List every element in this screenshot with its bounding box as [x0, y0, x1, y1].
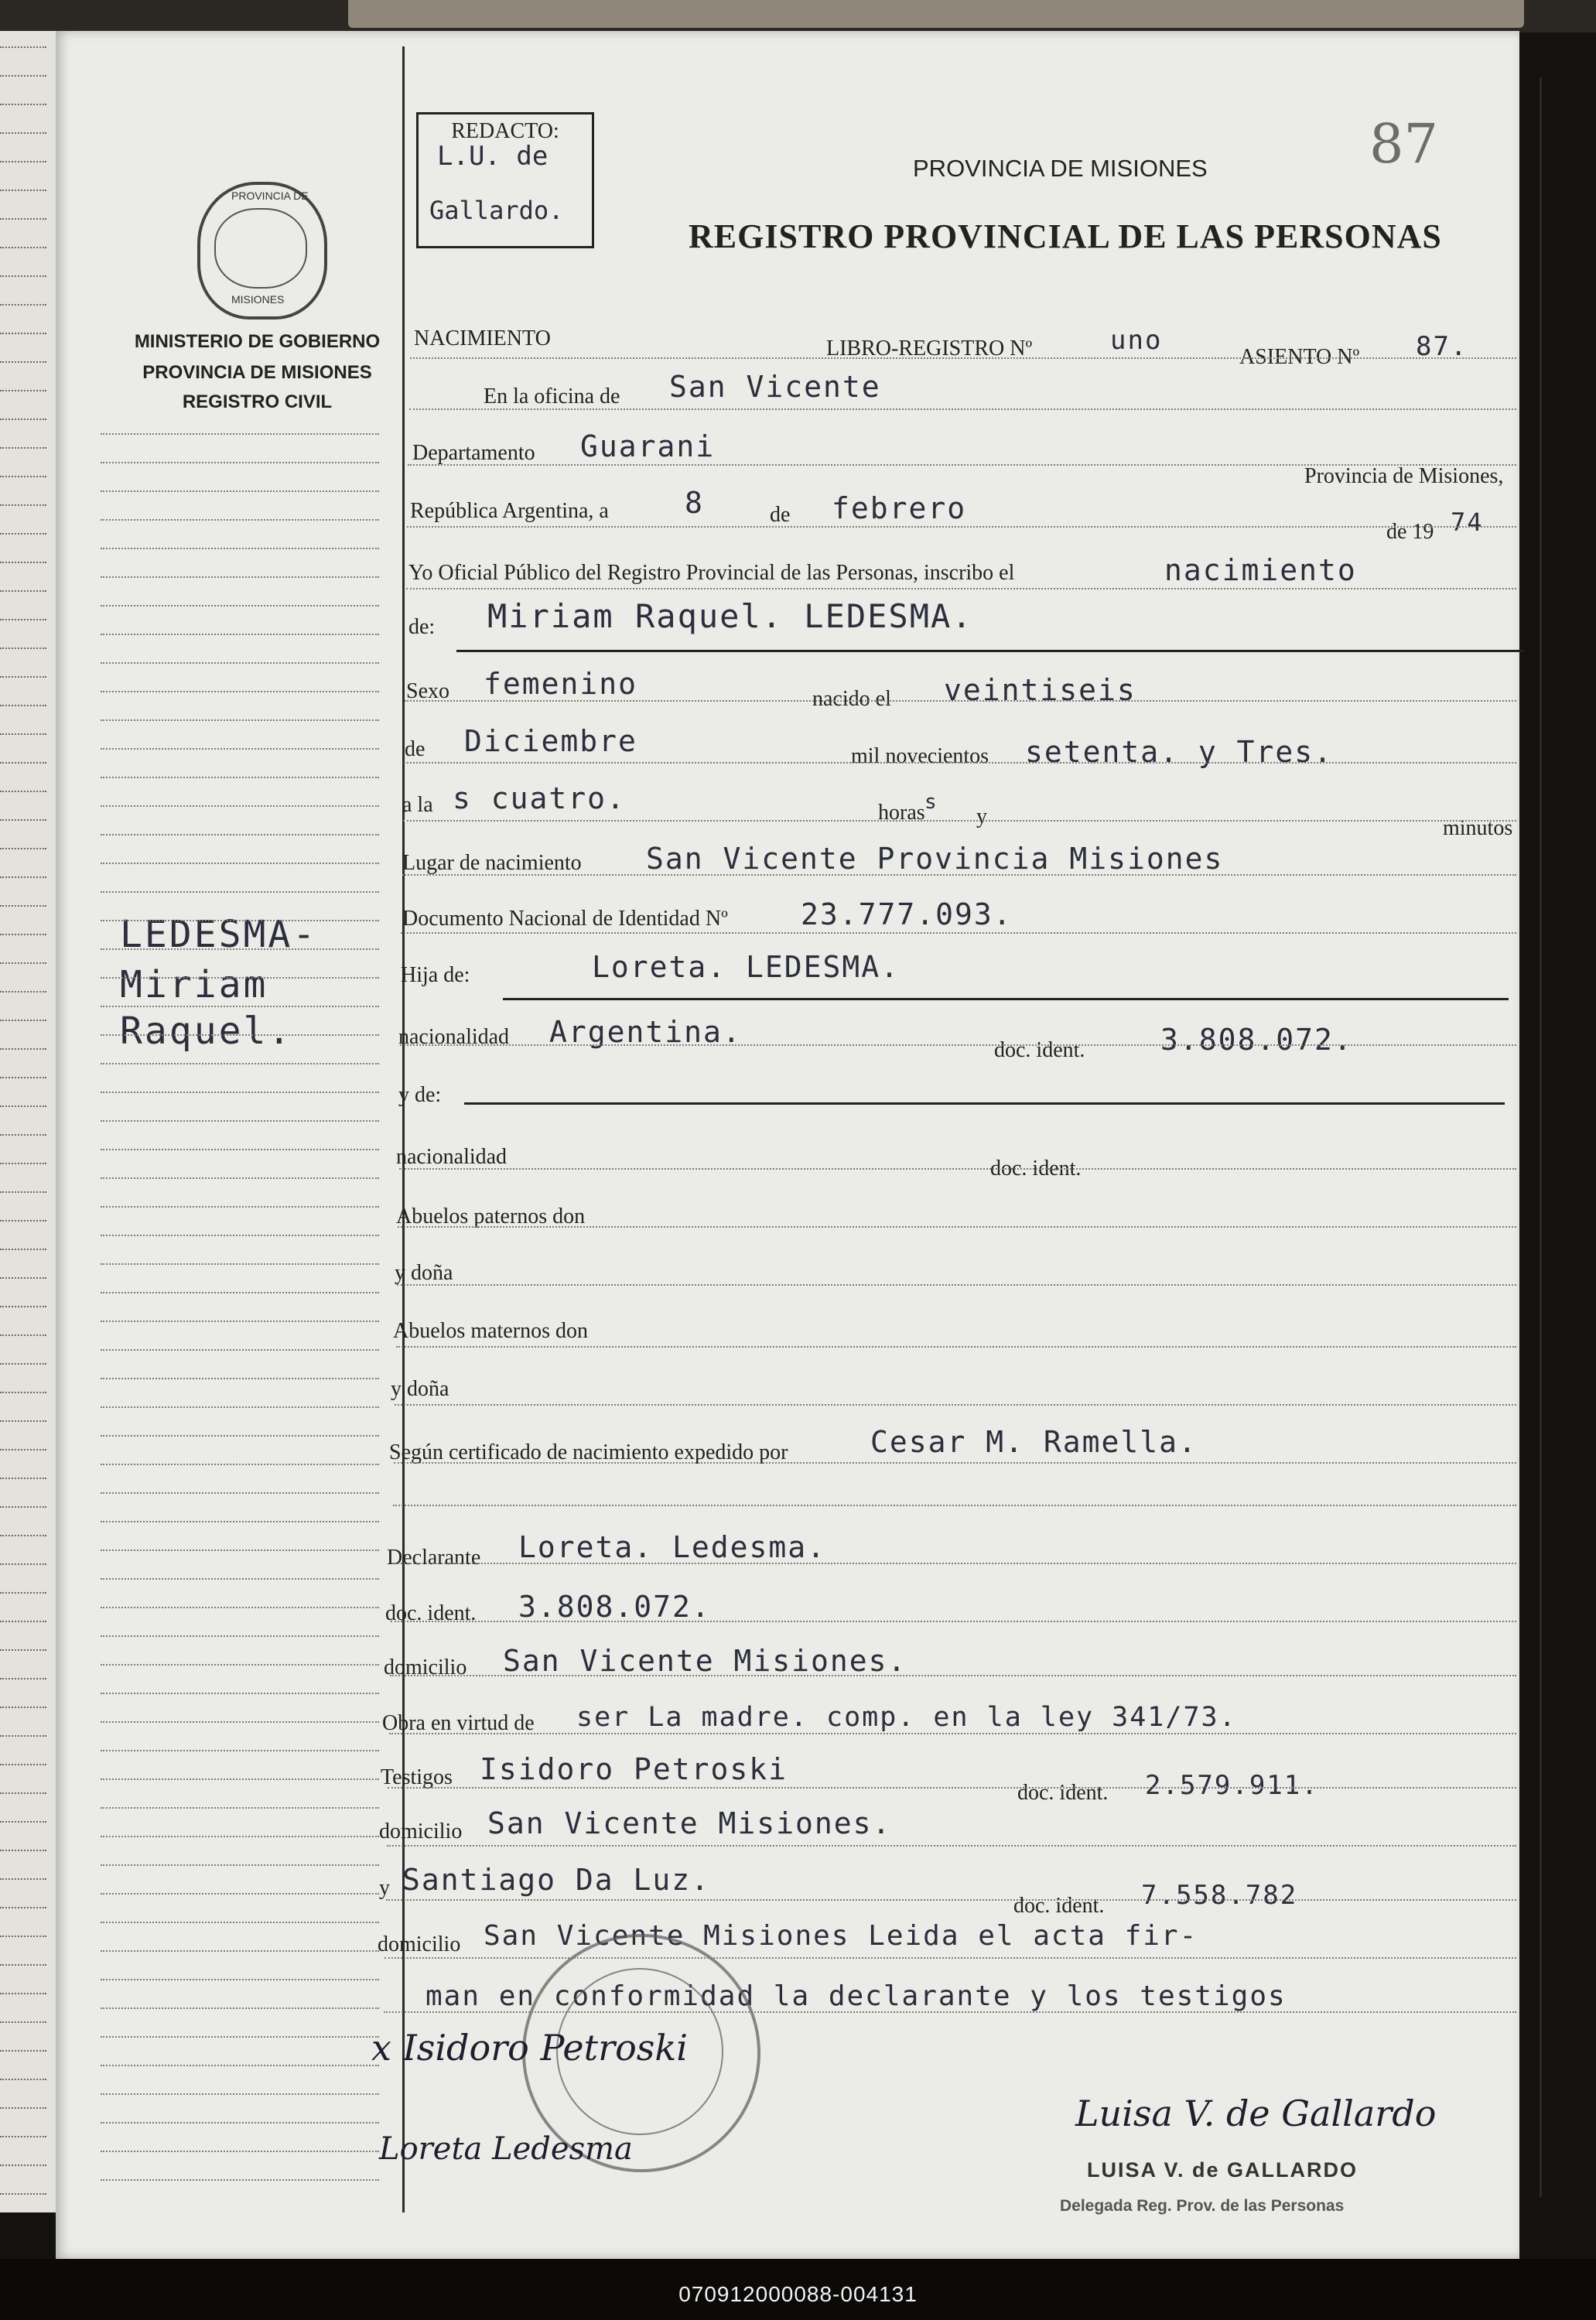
margin-rule-line [101, 1693, 379, 1694]
left-page-rule [0, 1964, 46, 1966]
redacto-box [416, 112, 594, 248]
margin-rule-line [101, 1006, 379, 1007]
left-page-rule [0, 1163, 46, 1164]
left-page-rule [0, 876, 46, 878]
left-page-rule [0, 75, 46, 77]
abuelos-maternos-label: Abuelos maternos don [393, 1319, 588, 1343]
margin-rule-line [101, 1464, 379, 1465]
domicilio1-value: San Vicente Misiones. [503, 1644, 907, 1678]
continuation-value: man en conformidad la declarante y los testigos [425, 1980, 1287, 2012]
margin-rule-line [101, 1492, 379, 1494]
margin-rule-line [101, 691, 379, 692]
margin-rule-line [101, 1979, 379, 1980]
left-page-rule [0, 190, 46, 191]
declarante-label: Declarante [387, 1546, 481, 1570]
left-page-rule [0, 991, 46, 993]
domicilio2-label: domicilio [379, 1819, 463, 1843]
margin-rule-line [101, 1635, 379, 1637]
oficina-label: En la oficina de [484, 384, 620, 408]
left-page-rule [0, 2107, 46, 2109]
departamento-value: Guarani [580, 429, 716, 463]
form-dotted-line [384, 1957, 1516, 1959]
left-page-rule [0, 1649, 46, 1651]
oficina-value: San Vicente [669, 370, 881, 404]
testigo2-doc-value: 7.558.782 [1141, 1880, 1298, 1911]
registry-title: REGISTRO PROVINCIAL DE LAS PERSONAS [689, 217, 1442, 255]
margin-rule-line [101, 834, 379, 835]
margin-rule-line [101, 977, 379, 979]
margin-given-name1: Miriam [120, 963, 268, 1006]
margin-rule-line [101, 1149, 379, 1150]
left-page-rule [0, 304, 46, 306]
left-page-rule [0, 218, 46, 220]
form-dotted-line [404, 762, 1516, 764]
form-dotted-line [384, 2011, 1516, 2013]
fecha-de: de [770, 503, 791, 527]
left-page-rule [0, 419, 46, 420]
abuelos-paternos-label: Abuelos paternos don [396, 1204, 586, 1228]
seal-bottom-text: MISIONES [231, 293, 285, 306]
official-signature: Luisa V. de Gallardo [1075, 2093, 1437, 2134]
left-page-rule [0, 619, 46, 620]
seal-top-text: PROVINCIA DE [231, 190, 309, 202]
margin-rule-line [101, 1292, 379, 1293]
fecha-month: febrero [832, 491, 967, 525]
child-full-name: Miriam Raquel. LEDESMA. [487, 597, 973, 635]
left-page-rule [0, 2050, 46, 2052]
ala-label: a la [402, 793, 433, 817]
left-page-rule [0, 848, 46, 849]
form-dotted-line [410, 357, 1516, 359]
declarante-value: Loreta. Ledesma. [518, 1530, 827, 1564]
de-label: de: [408, 615, 436, 639]
left-page-rule [0, 1220, 46, 1222]
form-dotted-line [409, 408, 1516, 410]
left-page-rule [0, 1592, 46, 1594]
margin-rule-line [101, 2036, 379, 2038]
left-page-rule [0, 275, 46, 277]
margin-rule-line [101, 777, 379, 778]
margin-rule-line [101, 1321, 379, 1322]
margin-rule-line [101, 1034, 379, 1036]
margin-rule-line [101, 1349, 379, 1351]
margin-rule-line [101, 719, 379, 721]
redacto-value-line1: L.U. de [437, 141, 549, 172]
left-page-rule [0, 1907, 46, 1908]
domicilio2-value: San Vicente Misiones. [487, 1806, 892, 1840]
left-page-rule [0, 1563, 46, 1565]
segun-label: Según certificado de nacimiento expedido por [389, 1440, 788, 1464]
left-page-rule [0, 705, 46, 706]
left-page-rule [0, 533, 46, 535]
margin-rule-line [101, 1378, 379, 1379]
testigo2-value: Santiago Da Luz. [402, 1863, 711, 1897]
margin-surname: LEDESMA- [120, 913, 318, 956]
left-page-rule [0, 1134, 46, 1136]
madre-rule [503, 998, 1509, 1000]
margin-rule-line [101, 863, 379, 864]
left-page-rule [0, 1105, 46, 1107]
margin-rule-line [101, 1235, 379, 1236]
docid1-label: doc. ident. [994, 1038, 1085, 1062]
margin-rule-line [101, 2007, 379, 2009]
madre-value: Loreta. LEDESMA. [592, 950, 901, 984]
page-number: 87 [1369, 112, 1439, 176]
left-page-rule [0, 1678, 46, 1679]
official-name: LUISA V. de GALLARDO [1087, 2158, 1358, 2182]
form-dotted-line [408, 464, 1516, 466]
margin-rule-line [101, 1263, 379, 1265]
margin-rule-line [101, 2093, 379, 2095]
margin-rule-line [101, 2179, 379, 2181]
form-dotted-line [397, 1284, 1516, 1286]
left-page-rule [0, 1707, 46, 1708]
libro-label: LIBRO-REGISTRO Nº [826, 337, 1033, 360]
fecha-year: 74 [1451, 507, 1484, 537]
y-testigo-label: y [379, 1876, 390, 1900]
left-page-rule [0, 1764, 46, 1765]
left-page-rule [0, 962, 46, 964]
form-dotted-line [398, 1226, 1516, 1228]
margin-rule-line [101, 805, 379, 807]
left-page-rule [0, 504, 46, 506]
margin-rule-line [101, 576, 379, 578]
nacido-label: nacido el [812, 687, 891, 711]
nacido-value: veintiseis [944, 673, 1136, 707]
margin-rule-line [101, 1092, 379, 1093]
left-page-rule [0, 1020, 46, 1021]
testigo1-doc-label: doc. ident. [1017, 1781, 1109, 1805]
margin-rule-line [101, 1836, 379, 1837]
left-page-rule [0, 1048, 46, 1050]
left-page-rule [0, 590, 46, 592]
declarant-signature: Loreta Ledesma [379, 2131, 633, 2167]
left-page-rule [0, 1621, 46, 1622]
left-page-rule [0, 361, 46, 363]
form-dotted-line [406, 588, 1516, 589]
left-page-rule [0, 562, 46, 563]
margin-rule-line [101, 748, 379, 750]
left-page-rule [0, 762, 46, 764]
form-dotted-line [391, 1621, 1516, 1622]
left-page-rule [0, 1878, 46, 1880]
margin-rule-line [101, 1922, 379, 1923]
left-page-rule [0, 1506, 46, 1508]
margin-rule-line [101, 1664, 379, 1666]
form-dotted-line [402, 874, 1516, 876]
margin-given-name2: Raquel. [120, 1010, 293, 1053]
form-dotted-line [388, 1787, 1516, 1789]
left-page-rule [0, 1249, 46, 1250]
left-page-rule [0, 1993, 46, 1994]
left-page-rule [0, 1306, 46, 1307]
oficial-value: nacimiento [1164, 553, 1357, 587]
left-page-rule [0, 1535, 46, 1536]
left-page-rule [0, 934, 46, 935]
left-page-rule [0, 733, 46, 735]
margin-rule-line [101, 1807, 379, 1809]
margin-rule-line [101, 605, 379, 606]
provincial-seal-icon [197, 182, 327, 319]
departamento-label: Departamento [412, 441, 535, 465]
declarante-doc-label: doc. ident. [385, 1601, 477, 1625]
document-id: 070912000088-004131 [678, 2282, 918, 2306]
seal-inner-emblem [214, 208, 307, 289]
form-dotted-line [392, 1563, 1516, 1564]
hija-label: Hija de: [401, 963, 470, 987]
margin-rule-line [101, 1406, 379, 1408]
asiento-label: ASIENTO Nº [1239, 345, 1360, 369]
left-page-rule [0, 1334, 46, 1336]
form-dotted-line [399, 1168, 1516, 1170]
left-page-rule [0, 1449, 46, 1450]
province-header: PROVINCIA DE MISIONES [913, 155, 1208, 182]
horas-label: horas [878, 801, 925, 825]
left-page-rule [0, 676, 46, 678]
fecha-year-label: de 19 [1386, 520, 1434, 544]
dni-value: 23.777.093. [801, 897, 1013, 931]
left-page-rule [0, 1478, 46, 1479]
redacto-label: REDACTO: [451, 119, 559, 143]
witness-signature: x Isidoro Petroski [371, 2027, 688, 2069]
margin-rule-line [101, 1607, 379, 1608]
left-page-rule [0, 2136, 46, 2137]
left-page-rule [0, 647, 46, 649]
y-label: y [976, 805, 987, 829]
left-page-rule [0, 1392, 46, 1393]
ydona1-label: y doña [395, 1261, 453, 1285]
left-page-rule [0, 1821, 46, 1823]
libro-value: uno [1110, 325, 1163, 356]
left-page-rule [0, 247, 46, 248]
left-page-rule [0, 104, 46, 105]
docid1-value: 3.808.072. [1160, 1023, 1353, 1057]
testigo2-doc-label: doc. ident. [1013, 1894, 1105, 1918]
left-page-rule [0, 447, 46, 449]
redacto-value-line2: Gallardo. [429, 196, 564, 225]
margin-rule-line [101, 634, 379, 635]
left-page-edge [0, 31, 56, 2212]
margin-rule-line [101, 1177, 379, 1179]
left-page-rule [0, 1936, 46, 1937]
left-page-rule [0, 161, 46, 162]
docid2-label: doc. ident. [990, 1157, 1082, 1181]
form-dotted-line [394, 1462, 1516, 1464]
form-dotted-line [389, 1733, 1516, 1734]
form-dotted-line [396, 1346, 1516, 1348]
margin-rule-line [101, 548, 379, 549]
lugar-label: Lugar de nacimiento [402, 851, 582, 875]
left-page-rule [0, 1792, 46, 1794]
left-page-rule [0, 905, 46, 907]
name-rule [456, 650, 1524, 652]
fecha-day: 8 [685, 486, 704, 520]
form-dotted-line [386, 1899, 1516, 1901]
form-dotted-line [400, 1044, 1516, 1046]
declarante-doc-value: 3.808.072. [518, 1590, 711, 1624]
nacionalidad1-label: nacionalidad [398, 1025, 510, 1049]
left-page-rule [0, 791, 46, 792]
margin-rule-line [101, 1893, 379, 1895]
dni-label: Documento Nacional de Identidad Nº [402, 907, 728, 931]
segun-value: Cesar M. Ramella. [870, 1425, 1198, 1459]
ministry-line3: REGISTRO CIVIL [182, 391, 333, 412]
domicilio3-label: domicilio [378, 1932, 461, 1956]
de2-label: de [405, 737, 425, 761]
left-page-rule [0, 132, 46, 134]
lugar-value: San Vicente Provincia Misiones [646, 842, 1224, 876]
margin-rule-line [101, 1578, 379, 1580]
margin-rule-line [101, 2122, 379, 2124]
ministry-line2: PROVINCIA DE MISIONES [142, 362, 372, 383]
obra-value: ser La madre. comp. en la ley 341/73. [576, 1702, 1237, 1733]
left-page-rule [0, 1850, 46, 1851]
official-title: Delegada Reg. Prov. de las Personas [1060, 2197, 1345, 2215]
left-page-rule [0, 1277, 46, 1279]
left-page-rule [0, 2165, 46, 2166]
margin-rule-line [101, 2151, 379, 2152]
left-page-rule [0, 1077, 46, 1078]
margin-rule-line [101, 433, 379, 435]
anio-value: setenta. y Tres. [1025, 735, 1334, 769]
horas-value: s [924, 791, 938, 814]
left-page-rule [0, 333, 46, 334]
obra-label: Obra en virtud de [382, 1711, 535, 1735]
oficial-text: Yo Oficial Público del Registro Provincial de las Personas, inscribo el [408, 561, 1015, 585]
left-page-rule [0, 1735, 46, 1737]
margin-rule-line [101, 948, 379, 950]
margin-rule-line [101, 920, 379, 921]
margin-rule-line [101, 891, 379, 893]
margin-rule-line [101, 1435, 379, 1437]
left-page-rule [0, 476, 46, 477]
domicilio3-value: San Vicente Misiones Leida el acta fir- [484, 1920, 1198, 1952]
asiento-value: 87. [1416, 331, 1468, 362]
domicilio1-label: domicilio [384, 1655, 467, 1679]
left-page-rule [0, 1363, 46, 1365]
form-dotted-line [395, 1404, 1516, 1406]
margin-rule-line [101, 1120, 379, 1122]
left-page-rule [0, 390, 46, 391]
margin-rule-line [101, 462, 379, 463]
section-label: NACIMIENTO [414, 326, 551, 350]
left-page-rule [0, 2193, 46, 2195]
ministry-line1: MINISTERIO DE GOBIERNO [134, 331, 381, 352]
margin-rule-line [101, 1750, 379, 1751]
hora-value: s cuatro. [453, 781, 626, 815]
testigos-label: Testigos [381, 1765, 453, 1789]
ydona2-label: y doña [391, 1377, 449, 1401]
margin-rule-line [101, 1550, 379, 1551]
testigo1-doc-value: 2.579.911. [1145, 1770, 1319, 1801]
margin-rule-line [101, 1778, 379, 1780]
margin-rule-line [101, 1721, 379, 1723]
nacionalidad2-label: nacionalidad [396, 1145, 508, 1169]
form-dotted-line [387, 1845, 1516, 1847]
margin-rule-line [101, 1950, 379, 1952]
margin-rule-line [101, 1063, 379, 1064]
form-dotted-line [390, 1675, 1516, 1676]
form-dotted-line [401, 932, 1516, 934]
yde-label: y de: [398, 1083, 442, 1107]
left-page-rule [0, 46, 46, 48]
form-dotted-line [407, 526, 1516, 528]
book-cover-edge [348, 0, 1524, 28]
minutos-label: minutos [1443, 816, 1513, 840]
margin-rule-line [101, 1206, 379, 1208]
margin-rule-line [101, 519, 379, 521]
nacionalidad1-value: Argentina. [549, 1015, 742, 1049]
fecha-label: República Argentina, a [410, 499, 609, 523]
margin-rule-line [101, 2065, 379, 2066]
form-dotted-line [405, 700, 1516, 702]
testigo1-value: Isidoro Petroski [480, 1752, 788, 1786]
form-dotted-line [393, 1505, 1516, 1506]
sexo-label: Sexo [406, 679, 449, 703]
provincia-suffix: Provincia de Misiones, [1304, 464, 1504, 488]
sexo-value: femenino [484, 667, 638, 701]
left-page-rule [0, 2079, 46, 2080]
milnov-label: mil novecientos [851, 744, 989, 768]
padre-rule [464, 1102, 1505, 1105]
left-page-rule [0, 2021, 46, 2023]
margin-rule-line [101, 1521, 379, 1522]
margin-rule-line [101, 662, 379, 664]
right-rule [1540, 77, 1542, 2197]
left-page-rule [0, 1191, 46, 1193]
mes-value: Diciembre [464, 724, 637, 758]
margin-rule-line [101, 1864, 379, 1866]
form-dotted-line [403, 820, 1516, 822]
left-page-rule [0, 1420, 46, 1422]
margin-rule-line [101, 490, 379, 492]
left-page-rule [0, 819, 46, 821]
